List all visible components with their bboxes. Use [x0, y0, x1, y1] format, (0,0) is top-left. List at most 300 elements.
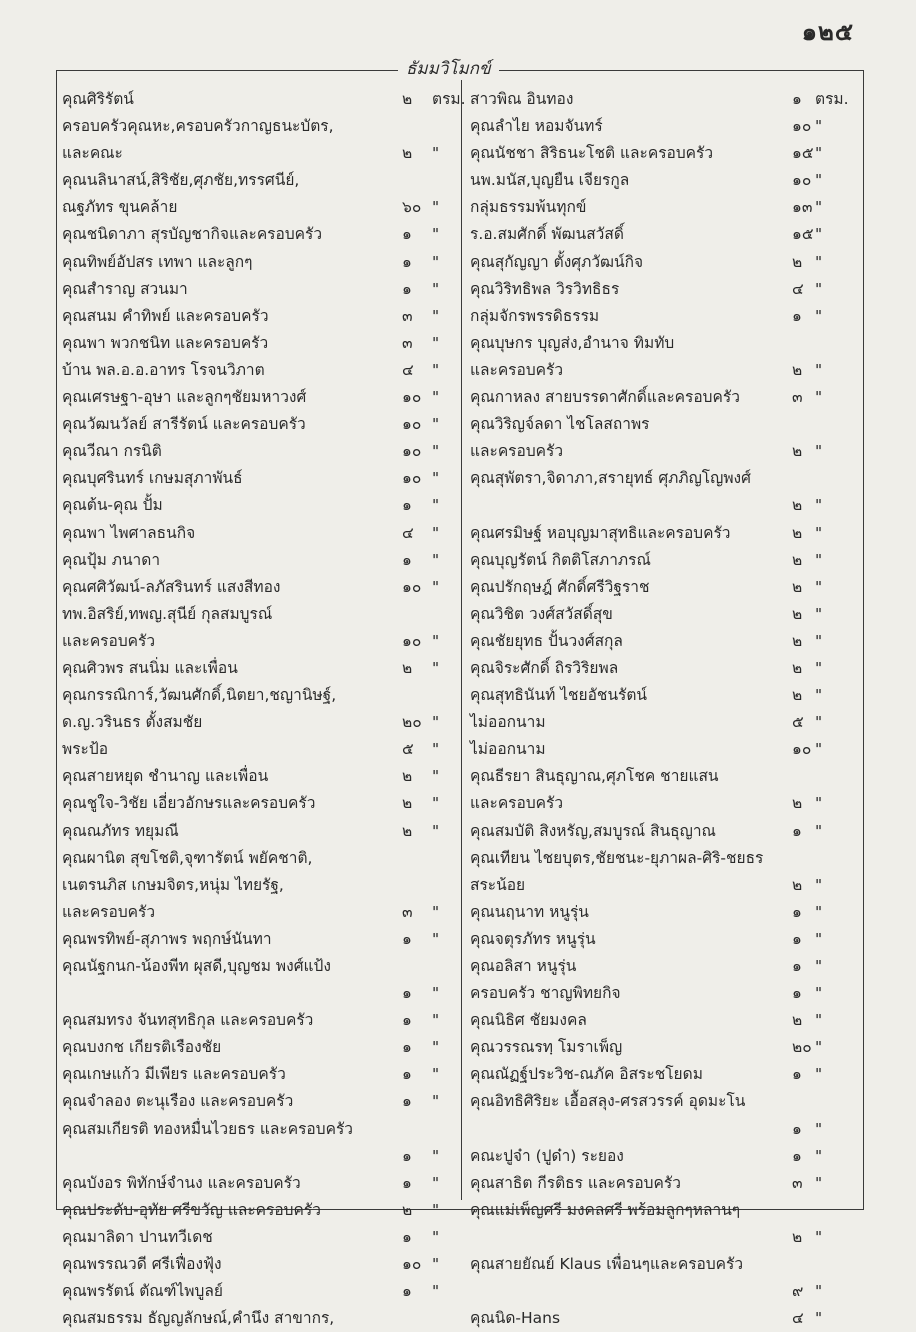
donation-amount: ๑: [792, 1119, 802, 1138]
donation-unit: ": [432, 1200, 440, 1219]
donation-amount: ๒: [402, 794, 413, 813]
donation-unit: ": [815, 117, 823, 136]
page-number: ๑๒๕: [801, 17, 854, 46]
donor-name: คุณศรมิษฐ์ หอบุญมาสุทธิและครอบครัว: [470, 523, 731, 542]
donation-unit: ": [432, 225, 440, 244]
donation-unit: ": [815, 821, 823, 840]
donation-unit: ": [815, 1282, 823, 1301]
donor-name: คุณสุกัญญา ตั้งศุภวัฒน์กิจ: [470, 252, 644, 271]
donor-row: [62, 655, 457, 682]
donor-row: [62, 384, 457, 411]
donor-name: คณะปูจ๋า (ปูด๋า) ระยอง: [470, 1146, 624, 1165]
donor-name: คุณสุพัตรา,จิดาภา,สรายุทธ์ ศุภภิญโญพงศ์: [470, 469, 751, 488]
donation-unit: ": [815, 929, 823, 948]
donor-row: [62, 1197, 457, 1224]
donation-amount: ๔: [402, 360, 414, 379]
donation-amount: ๓: [792, 388, 803, 407]
donor-row: [470, 249, 858, 276]
donation-unit: ": [815, 550, 823, 569]
donation-amount: ๑: [402, 496, 412, 515]
donor-name: คุณมาลิดา ปานทวีเดช: [62, 1227, 213, 1246]
donation-amount: ๑: [402, 1282, 412, 1301]
donation-amount: ๒: [402, 144, 413, 163]
donor-row: [470, 384, 858, 411]
donor-name: และครอบครัว: [62, 631, 156, 650]
donor-name: คุณวิชิต วงศ์สวัสดิ์สุข: [470, 604, 613, 623]
donation-amount: ๑๐: [402, 469, 422, 488]
donation-amount: ๑๐: [402, 442, 422, 461]
donation-amount: ๑๐: [402, 415, 422, 434]
donor-row: [470, 1143, 858, 1170]
donation-unit: ": [432, 333, 440, 352]
donor-name: คุณสุทธินันท์ ไชยอัชนรัตน์: [470, 686, 648, 705]
donation-amount: ๙: [792, 1282, 804, 1301]
donor-name: คุณแม่เพ็ญศรี มงคลศรี พร้อมลูกๆหลานๆ: [470, 1200, 741, 1219]
donation-amount: ๑: [792, 902, 802, 921]
left-column: [62, 86, 466, 1332]
donation-unit: ": [815, 252, 823, 271]
donor-row: [470, 438, 858, 465]
donation-amount: ๑๕: [792, 144, 814, 163]
donor-name: คุณลำไย หอมจันทร์: [470, 117, 603, 136]
donation-unit: ": [815, 1146, 823, 1165]
donation-unit: ": [815, 740, 823, 759]
donation-unit: ": [432, 360, 440, 379]
donation-amount: ๒: [402, 821, 413, 840]
donor-name: คุณสาธิต กีรติธร และครอบครัว: [470, 1173, 681, 1192]
donor-row: [62, 1061, 457, 1088]
donor-name: สระน้อย: [470, 875, 526, 894]
donor-row: [62, 1224, 457, 1251]
donation-amount: ๑๐: [402, 1255, 422, 1274]
donation-amount: ๑๐: [402, 631, 422, 650]
donation-unit: ": [815, 658, 823, 677]
donation-unit: ": [815, 1119, 823, 1138]
donor-name: ทพ.อิสริย์,ทพญ.สุนีย์ กุลสมบูรณ์: [62, 604, 273, 623]
donor-name: คุณสายยัณย์ Klaus เพื่อนๆและครอบครัว: [470, 1255, 744, 1274]
donor-row: [62, 465, 457, 492]
donor-name: คุณสำราญ สวนมา: [62, 279, 188, 298]
donor-name: สาวพิณ อินทอง: [470, 90, 574, 108]
donor-name: คุณเศรษฐา-อุษา และลูกๆชัยมหาวงศ์: [62, 388, 307, 407]
donor-name: ด.ญ.วรินธร ตั้งสมชัย: [62, 713, 203, 732]
donation-unit: ": [432, 1173, 440, 1192]
donation-amount: ๓: [402, 306, 413, 325]
donation-unit: ": [815, 902, 823, 921]
donor-row: [470, 1251, 858, 1278]
donor-row: [62, 953, 457, 980]
donation-amount: ๑: [402, 1227, 412, 1246]
donation-amount: ๒๐: [792, 1038, 812, 1057]
donation-amount: ๒: [792, 252, 803, 271]
donor-row: [470, 492, 858, 519]
donor-name: คุณจิระศักดิ์ ถิรวิริยพล: [470, 658, 619, 677]
donor-row: [62, 1007, 457, 1034]
donor-row: [62, 167, 457, 194]
donor-name: คุณพา พวกชนิท และครอบครัว: [62, 333, 269, 352]
donation-unit: ": [432, 1255, 440, 1274]
donor-name: คุณบุญรัตน์ กิตติโสภาภรณ์: [470, 550, 651, 569]
donation-unit: ": [815, 279, 823, 298]
donation-unit: ": [432, 658, 440, 677]
donor-row: [62, 980, 457, 1007]
donor-row: [62, 330, 457, 357]
donation-unit: ตรม.: [432, 90, 466, 108]
donor-name: คุณปรักฤษฎ์ ศักดิ์ศรีวิฐราช: [470, 577, 650, 596]
donor-row: [62, 845, 457, 872]
donor-name: คุณทิพย์อัปสร เทพา และลูกๆ: [62, 252, 253, 271]
donor-name: ไม่ออกนาม: [470, 740, 546, 759]
donor-row: [470, 1197, 858, 1224]
donor-name: คุณสนม คำทิพย์ และครอบครัว: [62, 306, 269, 325]
donor-name: เนตรนภิส เกษมจิตร,หนุ่ม ไทยรัฐ,: [62, 875, 284, 894]
donor-name: คุณนฤนาท หนูรุ่น: [470, 902, 589, 921]
donor-row: [470, 1278, 858, 1305]
donor-name: กลุ่มจักรพรรดิธรรม: [470, 306, 600, 325]
donor-name: คุณอลิสา หนูรุ่น: [470, 957, 577, 975]
donation-amount: ๑: [792, 957, 802, 975]
donation-amount: ๑๐: [402, 577, 422, 596]
donation-unit: ": [815, 1065, 823, 1084]
donor-row: [470, 411, 858, 438]
donor-name: คุณสมทรง จันทสุทธิกุล และครอบครัว: [62, 1011, 314, 1030]
donation-amount: ๒: [792, 631, 803, 650]
donor-row: [470, 330, 858, 357]
donor-row: [62, 520, 457, 547]
donor-name: คุณกรรณิการ์,วัฒนศักดิ์,นิตยา,ชญานิษฐ์,: [62, 686, 337, 705]
donation-unit: ": [432, 902, 440, 921]
donation-amount: ๑: [792, 984, 802, 1003]
donor-name: ร.อ.สมศักดิ์ พัฒนสวัสดิ์: [470, 225, 624, 244]
donation-unit: ": [432, 767, 440, 786]
donation-unit: ": [432, 523, 440, 542]
donor-row: [62, 1278, 457, 1305]
donor-row: [62, 1088, 457, 1115]
donor-row: [470, 709, 858, 736]
donation-amount: ๑: [402, 984, 412, 1003]
donor-row: [62, 221, 457, 248]
donor-row: [62, 574, 457, 601]
donor-name: คุณศิวพร สนนิ่ม และเพื่อน: [62, 658, 238, 677]
donor-row: [62, 1251, 457, 1278]
donor-name: ครอบครัว ชาญพิทยกิจ: [470, 984, 621, 1003]
donation-amount: ๒: [792, 658, 803, 677]
donor-row: [62, 899, 457, 926]
donor-name: คุณนัฐกนก-น้องพีท ผุสดี,บุญชม พงศ์แป้ง: [62, 957, 331, 975]
donation-amount: ๑: [402, 1011, 412, 1030]
donor-name: คุณสมเกียรติ ทองหมื่นไวยธร และครอบครัว: [62, 1119, 353, 1138]
donor-row: [470, 276, 858, 303]
donor-name: คุณนัชชา สิริธนะโชติ และครอบครัว: [470, 144, 714, 163]
donor-name: คุณจตุรภัทร หนูรุ่น: [470, 929, 596, 948]
donation-amount: ๒: [402, 90, 413, 108]
donation-amount: ๒: [402, 1200, 413, 1219]
donation-amount: ๑: [402, 929, 412, 948]
donation-unit: ": [432, 496, 440, 515]
donor-row: [62, 628, 457, 655]
donor-row: [470, 601, 858, 628]
donor-row: [470, 682, 858, 709]
donation-amount: ๒: [792, 442, 803, 461]
donor-row: [62, 926, 457, 953]
donation-amount: ๔: [792, 1309, 804, 1328]
right-column: [470, 86, 858, 1332]
donor-row: [470, 1116, 858, 1143]
donation-amount: ๒: [792, 550, 803, 569]
donation-amount: ๑: [402, 1092, 412, 1111]
donor-name: คุณสายหยุด ชำนาญ และเพื่อน: [62, 767, 269, 786]
donation-amount: ๑: [792, 1065, 802, 1084]
donation-amount: ๑: [792, 1146, 802, 1165]
donor-row: [470, 628, 858, 655]
donor-row: [62, 1170, 457, 1197]
donation-unit: ": [815, 306, 823, 325]
donor-row: [470, 845, 858, 872]
donor-name: คุณกาหลง สายบรรดาศักดิ์และครอบครัว: [470, 388, 740, 407]
donation-amount: ๑: [402, 1038, 412, 1057]
donation-unit: ": [432, 929, 440, 948]
donation-amount: ๓: [792, 1173, 803, 1192]
donor-row: [470, 303, 858, 330]
donor-name: คุณศิริรัตน์: [62, 90, 134, 108]
donation-unit: ": [815, 1038, 823, 1057]
donation-amount: ๒: [792, 875, 803, 894]
donor-row: [62, 303, 457, 330]
donation-amount: ๑๐: [792, 171, 812, 190]
donation-amount: ๒: [792, 1227, 803, 1246]
donation-unit: ": [432, 279, 440, 298]
donor-name: และครอบครัว: [470, 360, 564, 379]
donor-name: คุณวรรณรทฺ โมราเพ็ญ: [470, 1038, 623, 1057]
donor-name: คุณชนิดาภา สุรบัญชากิจและครอบครัว: [62, 225, 323, 244]
donor-name: และครอบครัว: [470, 794, 564, 813]
donation-unit: ": [815, 875, 823, 894]
donation-unit: ": [432, 469, 440, 488]
donation-amount: ๒: [792, 523, 803, 542]
donor-row: [470, 926, 858, 953]
donation-unit: ": [432, 442, 440, 461]
donor-row: [62, 86, 466, 113]
donor-row: [62, 709, 457, 736]
donor-row: [62, 682, 457, 709]
donor-name: คุณวิริญจ์ลดา ไชโลสถาพร: [470, 415, 650, 434]
donor-name: คุณวัฒนวัลย์ สารีรัตน์ และครอบครัว: [62, 415, 306, 434]
donor-name: ไม่ออกนาม: [470, 713, 546, 732]
donor-row: [62, 790, 457, 817]
donation-unit: ": [432, 740, 440, 759]
donor-name: คุณนลินาสน์,สิริชัย,ศุภชัย,ทรรศนีย์,: [62, 171, 300, 190]
donor-name: คุณชูใจ-วิชัย เอี่ยวอักษรและครอบครัว: [62, 794, 316, 813]
donation-unit: ": [815, 984, 823, 1003]
donation-amount: ๒๐: [402, 713, 422, 732]
donation-amount: ๑: [792, 306, 802, 325]
donor-row: [62, 249, 457, 276]
donation-unit: ": [815, 686, 823, 705]
donor-name: คุณผานิต สุขโชติ,จุฑารัตน์ พยัคชาติ,: [62, 848, 313, 867]
donation-amount: ๑๐: [792, 117, 812, 136]
donor-row: [62, 1034, 457, 1061]
donor-row: [62, 763, 457, 790]
donor-name: คุณพรทิพย์-สุภาพร พฤกษ์นันทา: [62, 929, 272, 948]
donor-name: นพ.มนัส,บุญยืน เจียรกูล: [470, 171, 630, 190]
donor-name: คุณสมบัติ สิงหรัญ,สมบูรณ์ สินธุญาณ: [470, 821, 716, 840]
donor-name: คุณนิธิศ ชัยมงคล: [470, 1011, 587, 1030]
donation-unit: ": [815, 631, 823, 650]
donor-name: และคณะ: [62, 144, 123, 163]
donation-amount: ๑๐: [792, 740, 812, 759]
donor-name: คุณเทียน ไชยบุตร,ชัยชนะ-ยุภาผล-ศิริ-ชยธร: [470, 848, 764, 867]
donation-unit: ": [432, 388, 440, 407]
donation-amount: ๔: [402, 523, 414, 542]
donor-row: [470, 899, 858, 926]
donation-unit: ": [432, 577, 440, 596]
donor-row: [470, 872, 858, 899]
donor-name: คุณบงกช เกียรติเรืองชัย: [62, 1038, 222, 1057]
donation-amount: ๒: [792, 794, 803, 813]
donor-row: [470, 113, 858, 140]
donation-amount: ๑๕: [792, 225, 814, 244]
donation-unit: ": [432, 144, 440, 163]
donor-row: [62, 1116, 457, 1143]
donation-unit: ": [815, 1227, 823, 1246]
donor-row: [470, 818, 858, 845]
donation-amount: ๖๐: [402, 198, 422, 217]
donation-unit: ": [432, 1038, 440, 1057]
donation-amount: ๑: [792, 821, 802, 840]
donation-unit: ": [432, 198, 440, 217]
donor-row: [62, 411, 457, 438]
donation-unit: ": [432, 821, 440, 840]
header-title: ธัมมวิโมกข์: [398, 55, 499, 82]
donor-name: คุณณภัทร ทยุมณี: [62, 821, 179, 840]
donation-amount: ๕: [792, 713, 804, 732]
donation-unit: ": [432, 252, 440, 271]
donor-name: คุณศศิวัฒน์-ลภัสรินทร์ แสงสีทอง: [62, 577, 281, 596]
donation-unit: ": [815, 1173, 823, 1192]
donor-row: [470, 1170, 858, 1197]
donor-row: [470, 763, 858, 790]
donation-unit: ": [815, 198, 823, 217]
donation-amount: ๒: [792, 604, 803, 623]
donation-unit: ": [815, 144, 823, 163]
donation-amount: ๑: [402, 1146, 412, 1165]
donor-name: คุณสมธรรม ธัญญลักษณ์,คำนึง สาขากร,: [62, 1309, 335, 1328]
donation-unit: ": [432, 1146, 440, 1165]
donor-row: [470, 167, 858, 194]
donor-name: คุณพรรณวดี ศรีเฟื่องฟุ้ง: [62, 1255, 222, 1274]
donation-amount: ๓: [402, 333, 413, 352]
donor-name: กลุ่มธรรมพ้นทุกข์: [470, 198, 587, 217]
donation-unit: ": [815, 1309, 823, 1328]
donor-row: [62, 1305, 457, 1332]
donor-row: [62, 818, 457, 845]
donor-name: และครอบครัว: [62, 902, 156, 921]
donor-row: [62, 357, 457, 384]
donor-row: [470, 357, 858, 384]
donor-name: คุณปุ้ม ภนาดา: [62, 550, 161, 569]
donor-row: [470, 655, 858, 682]
donor-row: [470, 980, 858, 1007]
donor-row: [470, 547, 858, 574]
donation-amount: ๓: [402, 902, 413, 921]
donation-amount: ๑: [402, 252, 412, 271]
donation-unit: ": [432, 631, 440, 650]
donation-amount: ๒: [792, 1011, 803, 1030]
donor-name: พระป้อ: [62, 740, 109, 759]
donation-amount: ๔: [792, 279, 804, 298]
donation-unit: ": [815, 577, 823, 596]
donation-unit: ": [815, 388, 823, 407]
donation-unit: ": [815, 1011, 823, 1030]
donor-name: คุณชัยยุทธ ปั้นวงศ์สกุล: [470, 631, 623, 650]
donor-row: [470, 790, 858, 817]
donation-unit: ": [432, 415, 440, 434]
donor-name: คุณวิริทธิพล วิรวิทธิธร: [470, 279, 620, 298]
donor-name: ณฐภัทร ขุนคล้าย: [62, 198, 178, 217]
donor-name: คุณธีรยา สินธุญาณ,ศุภโชค ชายแสน: [470, 767, 719, 786]
donor-row: [62, 872, 457, 899]
donor-row: [62, 194, 457, 221]
donation-unit: ": [432, 1092, 440, 1111]
donor-row: [470, 221, 858, 248]
donation-unit: ": [815, 957, 823, 975]
donor-name: คุณนิด-Hans: [470, 1309, 561, 1328]
donor-row: [62, 492, 457, 519]
donor-row: [470, 520, 858, 547]
donor-row: [62, 601, 457, 628]
donation-amount: ๑๐: [402, 388, 422, 407]
donation-unit: ": [432, 984, 440, 1003]
donor-row: [470, 574, 858, 601]
donor-name: คุณจำลอง ตะนุเรือง และครอบครัว: [62, 1092, 294, 1111]
donation-amount: ๑: [792, 90, 802, 108]
donor-row: [470, 953, 858, 980]
donor-name: คุณบังอร พิทักษ์จำนง และครอบครัว: [62, 1173, 301, 1192]
donation-unit: ": [432, 794, 440, 813]
donation-amount: ๒: [402, 658, 413, 677]
donor-row: [470, 1007, 858, 1034]
donor-row: [470, 194, 858, 221]
donor-row: [470, 86, 858, 113]
donor-name: คุณอิทธิศิริยะ เอื้อสลุง-ศรสวรรค์ อุดมะโน: [470, 1092, 746, 1111]
donor-row: [470, 465, 858, 492]
donation-amount: ๑: [402, 279, 412, 298]
donor-name: คุณประดับ-อุทัย ศรีขวัญ และครอบครัว: [62, 1200, 321, 1219]
donation-unit: ": [815, 713, 823, 732]
donation-amount: ๑: [402, 1065, 412, 1084]
donation-unit: ": [815, 225, 823, 244]
donor-row: [62, 736, 457, 763]
donation-unit: ": [815, 171, 823, 190]
column-divider: [461, 80, 462, 1200]
donation-unit: ": [432, 1065, 440, 1084]
donation-amount: ๑๓: [792, 198, 813, 217]
donor-name: คุณบุศรินทร์ เกษมสุภาพันธ์: [62, 469, 243, 488]
donor-row: [470, 1224, 858, 1251]
donor-name: คุณพา ไพศาลธนกิจ: [62, 523, 196, 542]
donor-row: [470, 1305, 858, 1332]
donation-unit: ": [432, 306, 440, 325]
donor-row: [470, 140, 858, 167]
donor-row: [62, 113, 457, 140]
donation-unit: ตรม.: [815, 90, 849, 108]
donation-amount: ๒: [792, 686, 803, 705]
donation-unit: ": [815, 604, 823, 623]
donor-row: [470, 736, 858, 763]
donation-amount: ๕: [402, 740, 414, 759]
donation-amount: ๑: [402, 550, 412, 569]
donor-row: [62, 438, 457, 465]
